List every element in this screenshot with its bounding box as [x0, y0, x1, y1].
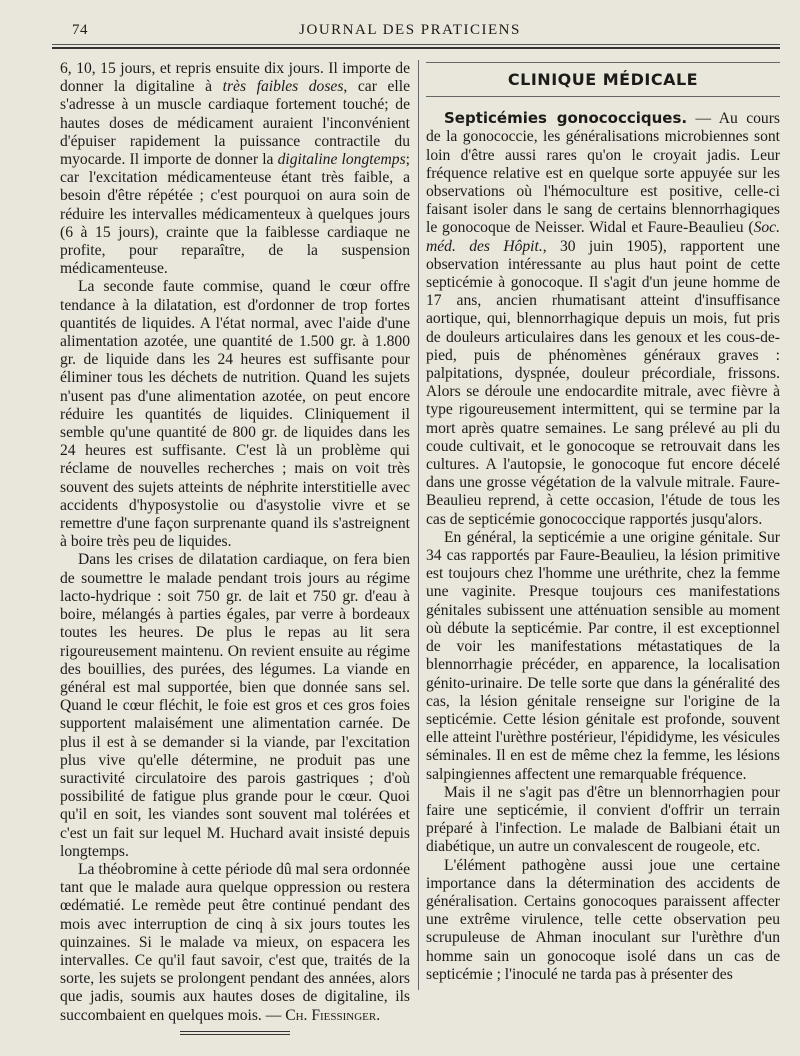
header-rule — [52, 44, 780, 49]
paragraph — [60, 60, 410, 278]
paragraph — [426, 109, 780, 529]
paragraph — [60, 861, 410, 1025]
text-run: La théobromine à cette période dû mal sera ordonnée tant que le malade aura quelque oppression ou restera œdématié. Le remède peut être continué pendant des mois avec interruption de cinq à six jours toutes les quinzaines. Si le malade va mieux, on espacera les intervalles. Ce qu'il faut savoir, c'est que, traités de la sorte, les sujets se prolongent pendant des années, alors que jadis, soumis aux hautes doses de digitaline, ils succombaient en quelques mois. — — [60, 860, 410, 1024]
section-heading-box — [426, 62, 780, 97]
text-run: Dans les crises de dilatation cardiaque, on fera bien de soumettre le malade pendant trois jours au régime lacto-hydrique : soit 750 gr. de lait et 750 gr. d'eau à boire, mélangés à parties égales, par verre à bordeaux toutes les heures. De plus le repas au lit sera rigoureusement maintenu. On revient ensuite au régime des bouillies, des purées, des légumes. La viande en général est mal supportée, bien que donnée sans sel. Quand le cœur fléchit, le foie est gros et ces gros foies supportent malaisément une alimentation carnée. De plus il est à se demander si la viande, par l'excitation plus vive qu'elle détermine, ne produit pas une suractivité circulatoire des parois gastriques ; d'où possibilité de fatigue plus grande pour le cœur. Quoi qu'il en soit, les viandes sont souvent mal tolérées et c'est un fait sur lequel M. Huchard avait insisté depuis longtemps. — [60, 551, 410, 860]
paragraph — [426, 857, 780, 984]
left-column — [60, 60, 410, 1035]
italic-run: digitaline longtemps — [277, 151, 406, 169]
text-run: 6, 10, 15 jours, et repris ensuite dix jours. Il importe de donner la digitaline à — [60, 60, 410, 96]
subheading: Septicémies gonococciques. — [444, 109, 688, 128]
running-title: JOURNAL DES PRATICIENS — [299, 22, 521, 38]
text-run: , car elle s'adresse à un muscle cardiaque fortement touché; de hautes doses de médicament auraient l'inconvénient d'épuiser rapidement la puissance contractile du myocarde. Il importe de donner la — [60, 78, 410, 169]
paragraph — [60, 278, 410, 551]
text-run: L'élément pathogène aussi joue une certaine importance dans la détermination des accidents de généralisation. Certains gonocoques paraissent affecter une extrême virulence, telle cette observation peu scrupuleuse de Ahman inoculant sur l'urèthre d'un homme sain un gonocoque isolé dans un cas de septicémie ; l'inoculé ne tarda pas à présenter des — [426, 856, 780, 983]
paragraph — [426, 784, 780, 857]
right-column-body — [426, 109, 780, 984]
text-run: — Au cours de la gonococcie, les généralisations microbiennes sont loin d'être aussi rares qu'on le croyait jadis. Leur fréquence relative est en quelque sorte appuyée sur les observations où l'hémoculture est positive, celle-ci faisant isoler dans le sang de certains blennorrhagiques le gonocoque de Neisser. Widal et Faure-Beaulieu ( — [426, 110, 780, 237]
text-run: , 30 juin 1905), rapportent une observation intéressante au plus haut point de cette septicémie à gonocoque. Il s'agit d'un jeune homme de 17 ans, ancien rhumatisant atteint d'insuffisance aortique, qui, blennorrhagique depuis un mois, fut pris de douleurs articulaires dans les genoux et les cous-de-pied, puis de phénomènes généraux graves : palpitations, dyspnée, douleur précordiale, frissons. Alors se déroule une endocardite mitrale, avec fièvre à type rigoureusement intermittent, qui se termine par la mort après quatre semaines. Le sang prélevé au pli du coude cultivait, et le gonocoque se retrouvait dans les cultures. A l'autopsie, le gonocoque fut encore décelé dans une grosse végétation de la valvule mitrale. Faure-Beaulieu reprend, à cette occasion, l'étude de tous les cas de septicémie gonococcique rapportés jusqu'alors. — [426, 237, 780, 528]
article-end-rule — [180, 1031, 290, 1035]
page-header — [40, 20, 780, 42]
text-run: En général, la septicémie a une origine génitale. Sur 34 cas rapportés par Faure-Beaulieu, la lésion primitive est toujours chez l'homme une uréthrite, chez la femme une vaginite. Presque toujours ces manifestations génitales subissent une atténuation sensible au moment où débute la septicémie. Par contre, il est exceptionnel de voir les manifestations métastatiques de la blennorrhagie précéder, en apparence, la localisation génito-urinaire. De telle sorte que dans la généralité des cas, la lésion génitale renseigne sur l'origine de la septicémie. Cette lésion génitale est profonde, souvent elle atteint l'urèthre postérieur, l'épididyme, les vésicules séminales. Il en est de même chez la femme, les lésions salpingiennes affectent une remarquable fréquence. — [426, 528, 780, 783]
author-signature: Ch. Fiessinger. — [285, 1006, 381, 1024]
paragraph — [426, 529, 780, 784]
text-run: Mais il ne s'agit pas d'être un blennorrhagien pour faire une septicémie, il convient d'offrir un terrain préparé à l'infection. Le malade de Balbiani était un diabétique, un autre un convalescent de rougeole, etc. — [426, 783, 780, 856]
italic-run: très faibles doses — [222, 78, 344, 96]
column-divider — [418, 60, 419, 990]
paragraph — [60, 551, 410, 860]
section-title: CLINIQUE MÉDICALE — [507, 70, 699, 89]
italic-run: Soc. méd. des Hôpit. — [426, 219, 780, 255]
text-run: La seconde faute commise, quand le cœur offre tendance à la dilatation, est d'ordonner de trop fortes quantités de liquides. A l'état normal, avec l'aide d'une alimentation azotée, une quantité de 1.500 gr. à 1.800 gr. de liquide dans les 24 heures est suffisante pour éliminer tous les déchets de nutrition. Quand les sujets n'usent pas d'une alimentation azotée, on peut encore réduire les quantités de liquides. Cliniquement il semble qu'une quantité de 800 gr. de liquides dans les 24 heures est suffisante. C'est là un problème qui réclame de nouvelles recherches ; mais on voit très souvent des sujets atteints de néphrite interstitielle avec accidents d'hyposystolie ou d'asystolie vivre et se remettre d'une façon surprenante quand ils s'astreignent à boire très peu de liquides. — [60, 278, 410, 551]
page-number: 74 — [72, 22, 88, 38]
text-run: ; car l'excitation médicamenteuse étant très faible, a besoin d'être répétée ; c'est pourquoi on aura soin de réduire les intervalles médicamenteux à quelques jours (6 à 15 jours), crainte que la faiblesse cardiaque ne profite, pour reparaître, de la suspension médicamenteuse. — [60, 151, 410, 278]
right-column — [426, 60, 780, 984]
